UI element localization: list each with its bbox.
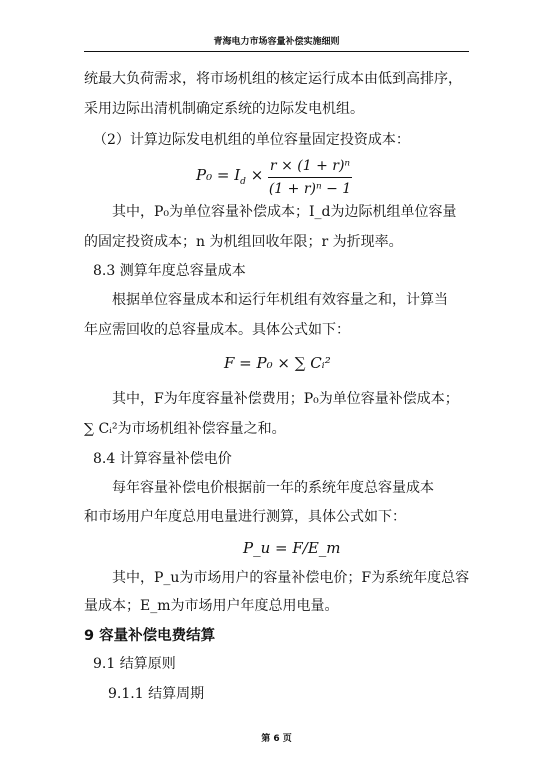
paragraph-line: 的固定投资成本；n 为机组回收年限；r 为折现率。	[84, 234, 403, 250]
paragraph-line: 量成本；E_m为市场用户年度总用电量。	[84, 598, 339, 614]
chapter-heading-9: 9 容量补偿电费结算	[84, 628, 216, 644]
header-rule	[84, 51, 469, 52]
section-heading-8-3: 8.3 测算年度总容量成本	[93, 263, 246, 279]
fraction-numerator: r × (1 + r)ⁿ	[269, 158, 351, 174]
paragraph-line: 根据单位容量成本和运行年机组有效容量之和，计算当	[112, 292, 448, 308]
formula-price: P_u = F/E_m	[243, 539, 341, 557]
paragraph-line: 和市场用户年度总用电量进行测算，具体公式如下：	[84, 509, 406, 525]
paragraph-line: 年应需回收的总容量成本。具体公式如下：	[84, 322, 350, 338]
running-header: 青海电力市场容量补偿实施细则	[213, 37, 340, 47]
paragraph-line: 其中，P₀为单位容量补偿成本；I_d为边际机组单位容量	[112, 204, 457, 220]
page-number: 第 6 页	[261, 734, 292, 744]
fraction-denominator: (1 + r)ⁿ − 1	[268, 181, 352, 197]
paragraph-line: 统最大负荷需求，将市场机组的核定运行成本由低到高排序，	[84, 71, 462, 87]
paragraph-line: ∑ Cᵢ²为市场机组补偿容量之和。	[84, 421, 286, 437]
paragraph-line: 其中，F为年度容量补偿费用；P₀为单位容量补偿成本；	[112, 391, 459, 407]
paragraph-line: 其中，P_u为市场用户的容量补偿电价；F为系统年度总容	[112, 570, 470, 586]
step-heading: （2）计算边际发电机组的单位容量固定投资成本：	[93, 132, 410, 148]
formula-total-cost: F = P₀ × ∑ Cᵢ²	[224, 354, 331, 372]
formula-fraction	[268, 156, 352, 199]
paragraph-line: 采用边际出清机制确定系统的边际发电机组。	[84, 101, 364, 117]
section-heading-8-4: 8.4 计算容量补偿电价	[93, 451, 232, 467]
section-heading-9-1: 9.1 结算原则	[93, 656, 176, 672]
fraction-bar	[268, 177, 352, 178]
section-heading-9-1-1: 9.1.1 结算周期	[108, 686, 205, 702]
formula-lhs: $P_0 = I_d$ ×	[196, 166, 264, 187]
paragraph-line: 每年容量补偿电价根据前一年的系统年度总容量成本	[112, 480, 434, 496]
